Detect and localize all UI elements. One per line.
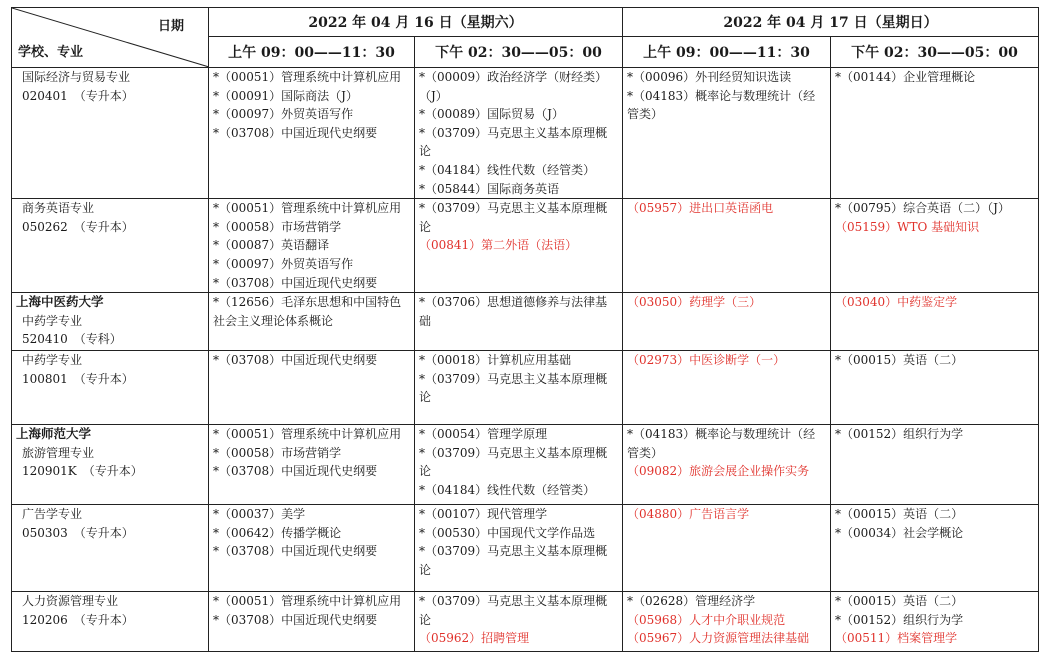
major-code: 050303 （专升本） [22, 525, 134, 540]
day2-header: 2022 年 04 月 17 日（星期日） [623, 8, 1039, 37]
exam-course: *（03709）马克思主义基本原理概论 [419, 544, 608, 577]
major-code: 050262 （专升本） [22, 219, 134, 234]
exam-cell-d2pm [831, 505, 1039, 592]
major-code: 020401 （专升本） [22, 88, 134, 103]
exam-cell-d2am [623, 293, 831, 351]
exam-course: *（00037）美学 [213, 507, 306, 522]
exam-course: *（02628）管理经济学 [627, 594, 756, 609]
exam-course: *（03708）中国近现代史纲要 [213, 353, 378, 368]
exam-course: *（00097）外贸英语写作 [213, 256, 354, 271]
exam-course: *（00097）外贸英语写作 [213, 107, 354, 122]
exam-cell-d2am [623, 592, 831, 652]
exam-course: *（00087）英语翻译 [213, 238, 330, 253]
major-code: 520410 （专科） [22, 332, 122, 347]
exam-course: *（03709）马克思主义基本原理概论 [419, 594, 608, 627]
exam-cell-d1pm [415, 199, 623, 293]
exam-course-highlight: （03050）药理学（三） [627, 295, 762, 310]
schedule-body [12, 68, 1039, 652]
exam-cell-d1pm [415, 505, 623, 592]
major-cell [12, 293, 209, 351]
major-name: 中药学专业 [22, 353, 83, 368]
header-corner-cell [12, 8, 209, 68]
exam-course-highlight: （09082）旅游会展企业操作实务 [627, 464, 810, 479]
corner-date-label: 日期 [157, 19, 184, 34]
exam-course: *（03708）中国近现代史纲要 [213, 464, 378, 479]
exam-cell-d1am [209, 68, 415, 199]
major-code: 120901K （专升本） [22, 464, 143, 479]
exam-course: *（05844）国际商务英语 [419, 181, 560, 196]
exam-cell-d1pm [415, 592, 623, 652]
exam-course: *（00034）社会学概论 [835, 525, 964, 540]
exam-course-highlight: （05967）人力资源管理法律基础 [627, 631, 810, 646]
exam-course-highlight: （03040）中药鉴定学 [835, 295, 958, 310]
major-name: 中药学专业 [22, 313, 83, 328]
table-row [12, 505, 1039, 592]
major-name: 人力资源管理专业 [22, 594, 119, 609]
exam-course: *（00058）市场营销学 [213, 219, 342, 234]
exam-course: *（03708）中国近现代史纲要 [213, 612, 378, 627]
exam-course-highlight: （00841）第二外语（法语） [419, 238, 578, 253]
exam-course: *（03709）马克思主义基本原理概论 [419, 445, 608, 479]
exam-course-highlight: （04880）广告语言学 [627, 507, 750, 522]
exam-cell-d2pm [831, 68, 1039, 199]
exam-cell-d2am [623, 199, 831, 293]
major-name: 广告学专业 [22, 507, 83, 522]
exam-course: *（00795）综合英语（二）（J） [835, 201, 1010, 216]
table-row [12, 68, 1039, 199]
exam-course: *（00015）英语（二） [835, 507, 964, 522]
exam-course: *（00058）市场营销学 [213, 445, 342, 460]
exam-course-highlight: （05968）人才中介职业规范 [627, 612, 786, 627]
exam-course: *（04183）概率论与数理统计（经管类） [627, 427, 816, 460]
exam-course: *（12656）毛泽东思想和中国特色社会主义理论体系概论 [213, 295, 402, 328]
major-cell [12, 505, 209, 592]
university-name: 上海师范大学 [16, 426, 92, 442]
exam-course: *（04184）线性代数（经管类） [419, 482, 596, 497]
university-name: 上海中医药大学 [16, 294, 104, 310]
exam-course: *（00642）传播学概论 [213, 525, 342, 540]
exam-cell-d2am [623, 351, 831, 425]
exam-cell-d1pm [415, 293, 623, 351]
exam-course: *（00051）管理系统中计算机应用 [213, 594, 402, 609]
major-cell [12, 351, 209, 425]
day1-header: 2022 年 04 月 16 日（星期六） [209, 8, 623, 37]
corner-school-label: 学校、专业 [18, 45, 84, 60]
exam-cell-d1am [209, 199, 415, 293]
major-name: 旅游管理专业 [22, 445, 95, 460]
exam-course: *（04184）线性代数（经管类） [419, 162, 596, 177]
exam-course-highlight: （05962）招聘管理 [419, 631, 530, 646]
exam-course-highlight: （05159）WTO 基础知识 [835, 219, 980, 234]
exam-course: *（03708）中国近现代史纲要 [213, 544, 378, 559]
major-cell [12, 68, 209, 199]
major-name: 商务英语专业 [22, 201, 95, 216]
exam-course-highlight: （02973）中医诊断学（一） [627, 353, 786, 368]
exam-cell-d2am [623, 68, 831, 199]
major-name: 国际经济与贸易专业 [22, 70, 131, 84]
major-cell [12, 425, 209, 505]
exam-course-highlight: （05957）进出口英语函电 [627, 201, 774, 216]
exam-cell-d2pm [831, 199, 1039, 293]
exam-cell-d1am [209, 351, 415, 425]
exam-course: *（00051）管理系统中计算机应用 [213, 70, 402, 84]
exam-course: *（00089）国际贸易（J） [419, 107, 564, 122]
exam-course: *（00144）企业管理概论 [835, 70, 976, 84]
exam-cell-d1pm [415, 351, 623, 425]
exam-cell-d2pm [831, 293, 1039, 351]
table-row [12, 425, 1039, 505]
exam-cell-d1pm [415, 68, 623, 199]
exam-course: *（03708）中国近现代史纲要 [213, 275, 378, 290]
exam-course: *（03709）马克思主义基本原理概论 [419, 125, 608, 159]
exam-cell-d1am [209, 592, 415, 652]
exam-course: *（00107）现代管理学 [419, 507, 548, 522]
exam-course: *（03709）马克思主义基本原理概论 [419, 201, 608, 234]
exam-course: *（00530）中国现代文学作品选 [419, 525, 596, 540]
day2-pm-header: 下午 02：30——05：00 [831, 37, 1039, 68]
exam-cell-d1am [209, 425, 415, 505]
day1-am-header: 上午 09：00——11：30 [209, 37, 415, 68]
exam-cell-d2pm [831, 351, 1039, 425]
table-row [12, 351, 1039, 425]
exam-course: *（00152）组织行为学 [835, 427, 964, 442]
major-code: 120206 （专升本） [22, 612, 134, 627]
exam-course: *（00096）外刊经贸知识选读 [627, 70, 792, 84]
major-cell [12, 592, 209, 652]
exam-course: *（03706）思想道德修养与法律基础 [419, 295, 608, 328]
exam-course: *（00018）计算机应用基础 [419, 353, 572, 368]
exam-course: *（00015）英语（二） [835, 353, 964, 368]
exam-course: *（00009）政治经济学（财经类）（J） [419, 70, 608, 103]
exam-course: *（00152）组织行为学 [835, 612, 964, 627]
exam-course: *（03708）中国近现代史纲要 [213, 125, 378, 140]
exam-cell-d1am [209, 293, 415, 351]
major-cell [12, 199, 209, 293]
exam-course: *（00054）管理学原理 [419, 427, 548, 442]
exam-course: *（00091）国际商法（J） [213, 88, 358, 103]
table-row [12, 592, 1039, 652]
day2-am-header: 上午 09：00——11：30 [623, 37, 831, 68]
day1-pm-header: 下午 02：30——05：00 [415, 37, 623, 68]
exam-cell-d1am [209, 505, 415, 592]
table-row [12, 199, 1039, 293]
exam-cell-d1pm [415, 425, 623, 505]
table-row [12, 293, 1039, 351]
major-code: 100801 （专升本） [22, 371, 134, 386]
exam-cell-d2am [623, 425, 831, 505]
exam-course: *（00015）英语（二） [835, 594, 964, 609]
exam-cell-d2pm [831, 425, 1039, 505]
exam-course: *（00051）管理系统中计算机应用 [213, 427, 402, 442]
exam-schedule-table [11, 7, 1039, 652]
exam-course-highlight: （00511）档案管理学 [835, 631, 958, 646]
exam-course: *（03709）马克思主义基本原理概论 [419, 371, 608, 405]
exam-course: *（04183）概率论与数理统计（经管类） [627, 88, 816, 122]
exam-cell-d2am [623, 505, 831, 592]
exam-cell-d2pm [831, 592, 1039, 652]
exam-course: *（00051）管理系统中计算机应用 [213, 201, 402, 216]
